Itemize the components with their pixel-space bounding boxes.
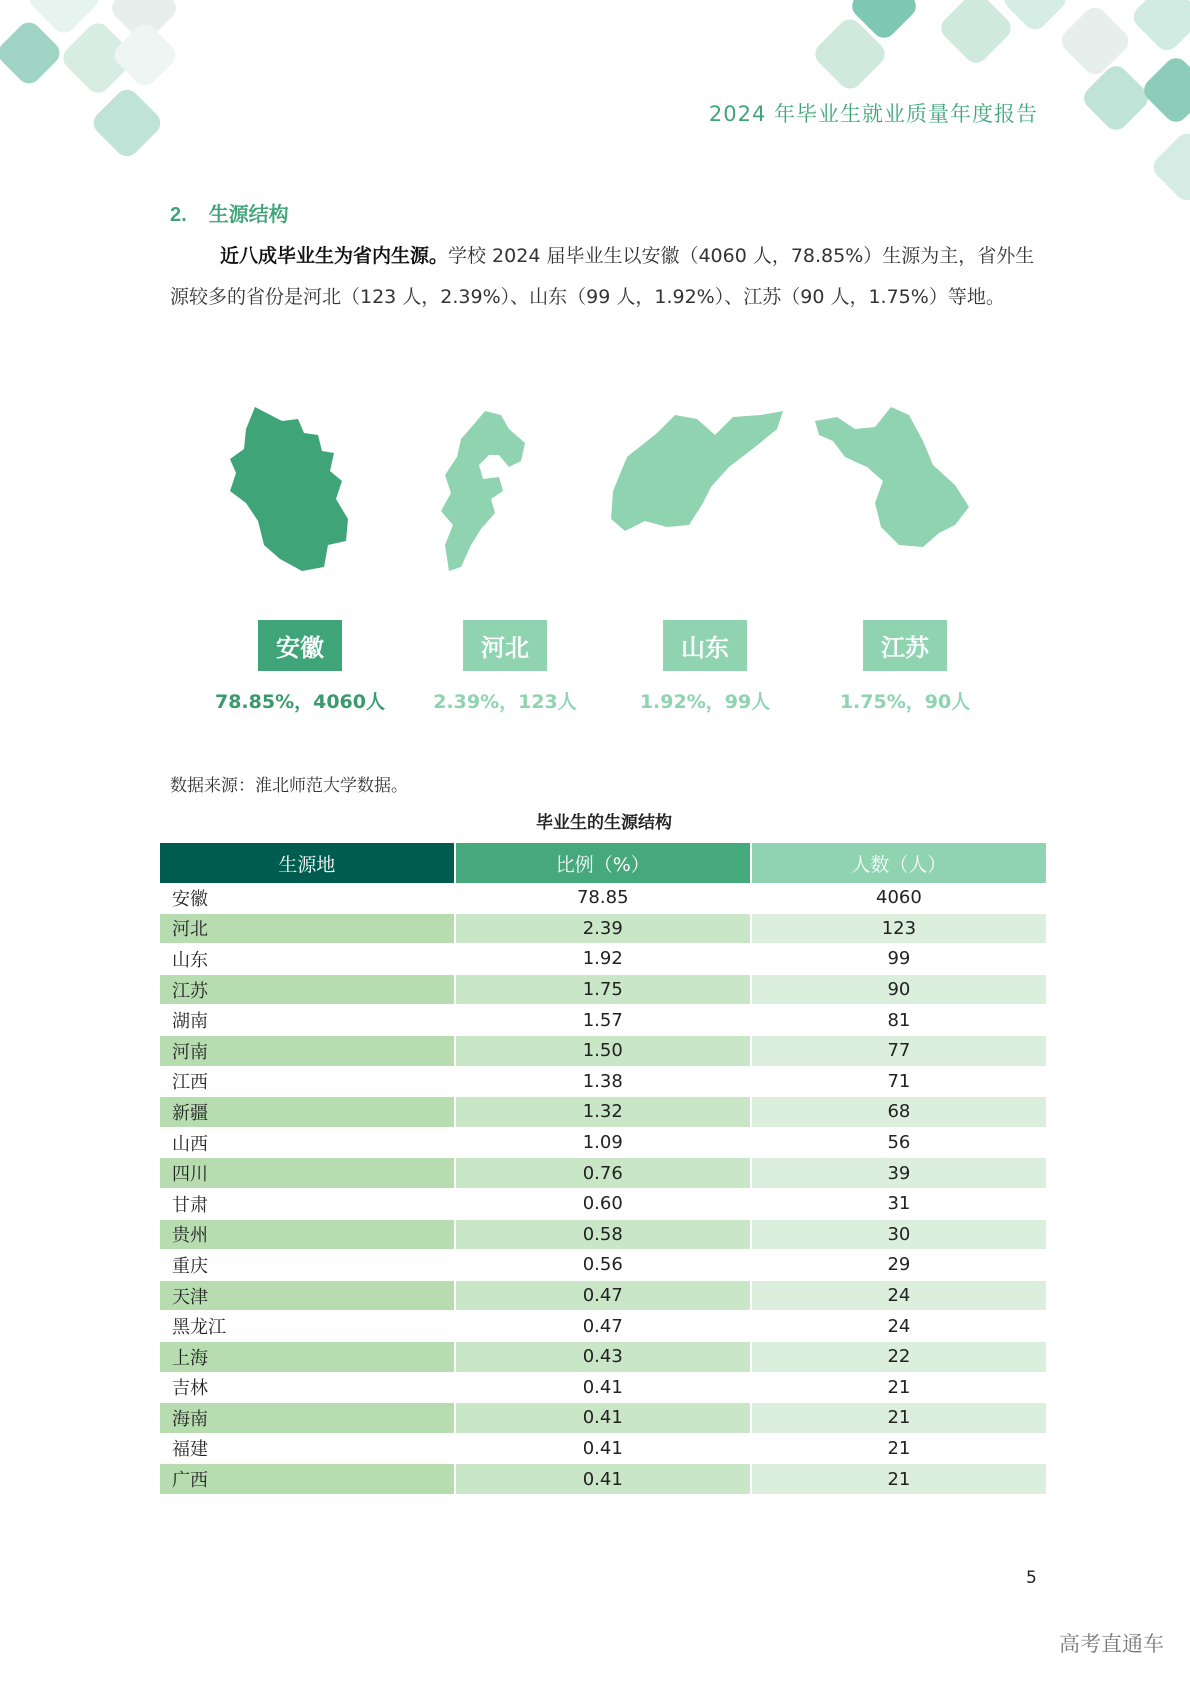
table-row: [160, 1433, 1047, 1464]
cell-count: 99: [751, 944, 1047, 975]
page-number: 5: [1026, 1568, 1037, 1588]
cell-count: 24: [751, 1311, 1047, 1342]
cell-count: 71: [751, 1066, 1047, 1097]
cell-count: 21: [751, 1464, 1047, 1495]
cell-origin: 河南: [160, 1035, 455, 1066]
province-card-hebei: [405, 395, 605, 715]
table-row: [160, 974, 1047, 1005]
cell-count: 21: [751, 1403, 1047, 1434]
table-row: [160, 1311, 1047, 1342]
table-row: [160, 1066, 1047, 1097]
province-label: 江苏: [863, 620, 947, 671]
province-stat: 1.75%，90人: [839, 691, 971, 713]
table-row: [160, 1127, 1047, 1158]
cell-ratio: 0.60: [455, 1188, 751, 1219]
cell-count: 24: [751, 1280, 1047, 1311]
cell-count: 30: [751, 1219, 1047, 1250]
cell-origin: 四川: [160, 1158, 455, 1189]
cell-ratio: 1.32: [455, 1097, 751, 1128]
cell-origin: 福建: [160, 1433, 455, 1464]
cell-origin: 贵州: [160, 1219, 455, 1250]
cell-origin: 江苏: [160, 974, 455, 1005]
cell-ratio: 1.50: [455, 1035, 751, 1066]
province-label: 河北: [463, 620, 547, 671]
report-header-title: 2024 年毕业生就业质量年度报告: [708, 102, 1038, 126]
cell-ratio: 0.56: [455, 1250, 751, 1281]
cell-origin: 天津: [160, 1280, 455, 1311]
table-row: [160, 1005, 1047, 1036]
cell-ratio: 1.57: [455, 1005, 751, 1036]
province-card-anhui: [200, 395, 400, 715]
province-label: 安徽: [258, 620, 342, 671]
column-header-ratio: 比例（%）: [455, 843, 751, 883]
cell-origin: 黑龙江: [160, 1311, 455, 1342]
cell-origin: 江西: [160, 1066, 455, 1097]
cell-ratio: 1.38: [455, 1066, 751, 1097]
cell-count: 31: [751, 1188, 1047, 1219]
cell-count: 22: [751, 1341, 1047, 1372]
cell-count: 90: [751, 974, 1047, 1005]
anhui-map-icon: [200, 395, 400, 595]
cell-ratio: 0.43: [455, 1341, 751, 1372]
cell-origin: 广西: [160, 1464, 455, 1495]
table-row: [160, 1188, 1047, 1219]
province-stat: 78.85%，4060人: [214, 691, 386, 713]
table-row: [160, 913, 1047, 944]
province-stat: 1.92%，99人: [639, 691, 771, 713]
cell-count: 81: [751, 1005, 1047, 1036]
section-title: 生源结构: [208, 202, 289, 226]
table-row: [160, 1250, 1047, 1281]
cell-ratio: 0.47: [455, 1311, 751, 1342]
table-row: [160, 1464, 1047, 1495]
province-card-shandong: [605, 395, 805, 715]
paragraph-body: 学校 2024 届毕业生以安徽（4060 人，78.85%）生源为主，省外生源较多的省份是河北（123 人，2.39%）、山东（99 人，1.92%）、江苏（90 人，1.75%）等地。: [170, 245, 1035, 308]
table-caption: 毕业生的生源结构: [536, 813, 672, 833]
watermark-text: 高考直通车: [1059, 1632, 1164, 1656]
cell-ratio: 0.47: [455, 1280, 751, 1311]
cell-origin: 重庆: [160, 1250, 455, 1281]
table-body: [160, 883, 1047, 1494]
cell-ratio: 1.75: [455, 974, 751, 1005]
cell-origin: 河北: [160, 913, 455, 944]
cell-ratio: 78.85: [455, 883, 751, 913]
column-header-count: 人数（人）: [751, 843, 1047, 883]
section-heading: [170, 198, 289, 227]
cell-ratio: 0.41: [455, 1372, 751, 1403]
cell-origin: 新疆: [160, 1097, 455, 1128]
cell-ratio: 2.39: [455, 913, 751, 944]
hebei-map-icon: [405, 395, 605, 595]
intro-paragraph: [170, 236, 1040, 318]
section-number: 2.: [170, 204, 187, 226]
province-stat: 2.39%，123人: [433, 691, 577, 713]
table-row: [160, 944, 1047, 975]
cell-origin: 山东: [160, 944, 455, 975]
table-row: [160, 1219, 1047, 1250]
cell-count: 68: [751, 1097, 1047, 1128]
table-row: [160, 1158, 1047, 1189]
cell-ratio: 1.09: [455, 1127, 751, 1158]
cell-origin: 上海: [160, 1341, 455, 1372]
table-row: [160, 883, 1047, 913]
cell-ratio: 0.41: [455, 1433, 751, 1464]
hebei-map-shape: [441, 411, 525, 571]
table-row: [160, 1403, 1047, 1434]
table-header-row: [160, 843, 1047, 883]
cell-ratio: 0.76: [455, 1158, 751, 1189]
cell-count: 77: [751, 1035, 1047, 1066]
cell-count: 29: [751, 1250, 1047, 1281]
cell-origin: 湖南: [160, 1005, 455, 1036]
cell-ratio: 1.92: [455, 944, 751, 975]
jiangsu-map-icon: [805, 395, 1005, 595]
cell-count: 21: [751, 1372, 1047, 1403]
anhui-map-shape: [230, 407, 348, 571]
cell-count: 39: [751, 1158, 1047, 1189]
table-row: [160, 1097, 1047, 1128]
cell-count: 56: [751, 1127, 1047, 1158]
shandong-map-shape: [611, 411, 783, 531]
province-map-row: [200, 395, 1020, 715]
origin-structure-table: [160, 843, 1048, 1495]
cell-origin: 安徽: [160, 883, 455, 913]
province-card-jiangsu: [805, 395, 1005, 715]
column-header-origin: 生源地: [160, 843, 455, 883]
cell-count: 4060: [751, 883, 1047, 913]
cell-count: 123: [751, 913, 1047, 944]
province-label: 山东: [663, 620, 747, 671]
table-row: [160, 1372, 1047, 1403]
data-source-note: 数据来源：淮北师范大学数据。: [170, 776, 408, 796]
cell-ratio: 0.58: [455, 1219, 751, 1250]
cell-origin: 甘肃: [160, 1188, 455, 1219]
cell-count: 21: [751, 1433, 1047, 1464]
cell-origin: 吉林: [160, 1372, 455, 1403]
paragraph-lead: 近八成毕业生为省内生源。: [220, 245, 449, 267]
cell-origin: 海南: [160, 1403, 455, 1434]
cell-ratio: 0.41: [455, 1403, 751, 1434]
cell-ratio: 0.41: [455, 1464, 751, 1495]
table-row: [160, 1035, 1047, 1066]
table-row: [160, 1280, 1047, 1311]
jiangsu-map-shape: [815, 407, 969, 547]
cell-origin: 山西: [160, 1127, 455, 1158]
table-row: [160, 1341, 1047, 1372]
shandong-map-icon: [605, 395, 805, 595]
